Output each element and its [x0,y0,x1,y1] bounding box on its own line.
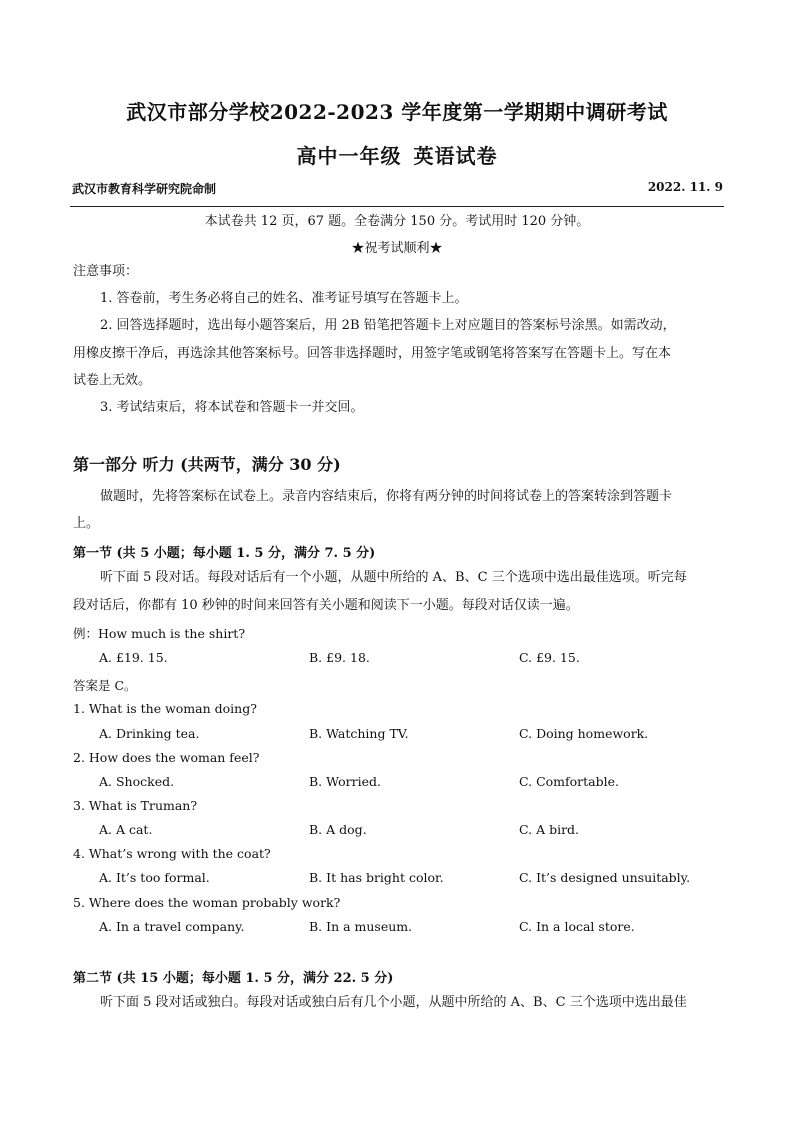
question-2-options [0,774,794,792]
section2-heading: 第二节 (共 15 小题；每小题 1. 5 分，满分 22. 5 分) [73,971,394,986]
note-item-2-line3: 试卷上无效。 [73,373,152,388]
question-1: 1. What is the woman doing? [73,701,257,716]
question-1-options [0,726,794,744]
question-5: 5. Where does the woman probably work? [73,895,341,910]
example-option-b: B. £9. 18. [309,650,370,665]
good-luck-line: ★祝考试顺利★ [351,241,443,256]
option-b: B. Worried. [309,774,381,789]
example-options [0,650,794,668]
question-2: 2. How does the woman feel? [73,750,260,765]
part1-intro-line1: 做题时，先将答案标在试卷上。录音内容结束后，你将有两分钟的时间将试卷上的答案转涂到答题卡 [100,489,673,504]
header-divider [70,206,724,207]
option-b: B. A dog. [309,822,367,837]
part1-heading: 第一部分 听力 (共两节，满分 30 分) [73,455,341,474]
part1-intro-line2: 上。 [73,516,100,531]
grade-label: 高中一年级 [296,144,402,168]
issuer: 武汉市教育科学研究院命制 [72,182,217,196]
question-5-options [0,919,794,937]
section1-desc-line2: 段对话后，你都有 10 秒钟的时间来回答有关小题和阅读下一小题。每段对话仅读一遍。 [73,598,579,613]
option-c: C. Comfortable. [519,774,619,789]
notes-heading: 注意事项： [73,264,139,279]
header-meta [72,180,723,198]
option-c: C. Doing homework. [519,726,649,741]
example-option-c: C. £9. 15. [519,650,580,665]
option-c: C. In a local store. [519,919,635,934]
option-a: A. Drinking tea. [99,726,200,741]
question-3: 3. What is Truman? [73,798,198,813]
exam-subtitle [0,140,794,169]
section1-heading: 第一节 (共 5 小题；每小题 1. 5 分，满分 7. 5 分) [73,546,376,561]
note-item-1: 1. 答卷前，考生务必将自己的姓名、准考证号填写在答题卡上。 [100,291,468,306]
note-item-2-line1: 2. 回答选择题时，选出每小题答案后，用 2B 铅笔把答题卡上对应题目的答案标号涂黑。如需改动， [100,318,676,333]
option-a: A. It’s too formal. [99,870,210,885]
option-c: C. A bird. [519,822,580,837]
option-b: B. In a museum. [309,919,413,934]
note-item-3: 3. 考试结束后，将本试卷和答题卡一并交回。 [100,400,364,415]
section1-desc-line1: 听下面 5 段对话。每段对话后有一个小题，从题中所给的 A、B、C 三个选项中选出最佳选项。听完每 [100,570,687,585]
example-answer: 答案是 C。 [73,678,137,693]
question-4-options [0,870,794,888]
option-b: B. It has bright color. [309,870,444,885]
option-c: C. It’s designed unsuitably. [519,870,691,885]
example-option-a: A. £19. 15. [99,650,168,665]
section2-desc-line1: 听下面 5 段对话或独白。每段对话或独白后有几个小题，从题中所给的 A、B、C 三个选项中选出最佳 [100,995,687,1010]
exam-title: 武汉市部分学校2022-2023 学年度第一学期期中调研考试 [126,100,668,124]
option-a: A. Shocked. [99,774,175,789]
option-a: A. A cat. [99,822,153,837]
question-4: 4. What’s wrong with the coat? [73,846,271,861]
exam-date: 2022. 11. 9 [647,180,723,194]
note-item-2-line2: 用橡皮擦干净后，再选涂其他答案标号。回答非选择题时，用签字笔或钢笔将答案写在答题卡上。写在本 [73,346,672,361]
option-a: A. In a travel company. [99,919,245,934]
option-b: B. Watching TV. [309,726,409,741]
exam-summary: 本试卷共 12 页，67 题。全卷满分 150 分。考试用时 120 分钟。 [204,214,590,229]
question-3-options [0,822,794,840]
example-question: 例：How much is the shirt? [73,626,246,641]
subject-label: 英语试卷 [413,144,498,168]
